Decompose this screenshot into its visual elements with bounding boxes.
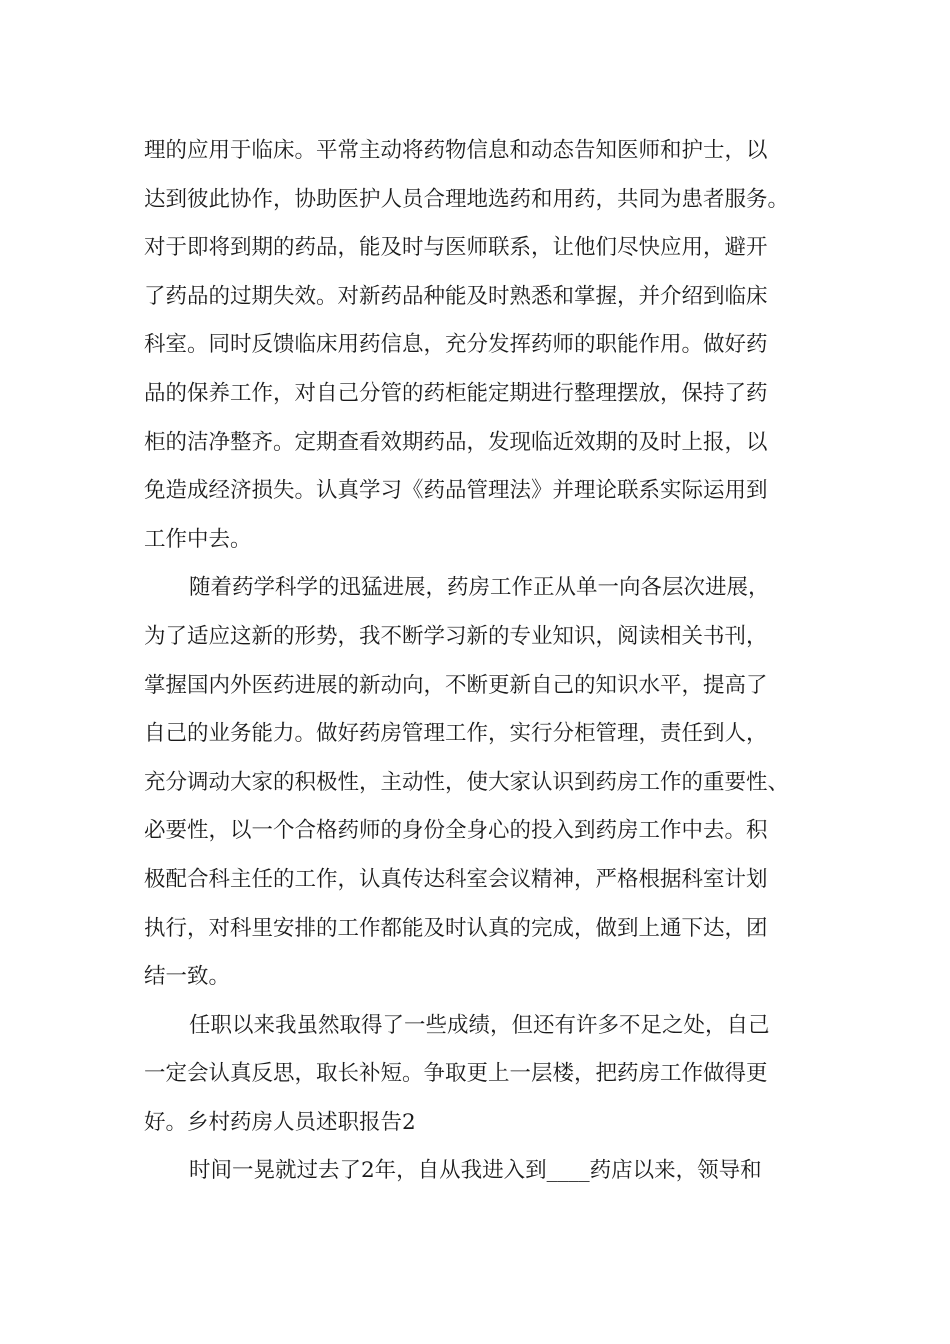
text-line: 任职以来我虽然取得了一些成绩，但还有许多不足之处，自己 (189, 1012, 770, 1038)
text-line: 随着药学科学的迅猛进展，药房工作正从单一向各层次进展， (189, 575, 770, 601)
text-line: 执行，对科里安排的工作都能及时认真的完成，做到上通下达，团 (144, 915, 768, 941)
text-line: 掌握国内外医药进展的新动向，不断更新自己的知识水平，提高了 (144, 672, 768, 698)
text-line: 达到彼此协作，协助医护人员合理地选药和用药，共同为患者服务。 (144, 186, 790, 212)
text-line: 结一致。 (144, 964, 231, 990)
text-line: 对于即将到期的药品，能及时与医师联系，让他们尽快应用，避开 (144, 235, 768, 261)
text-line: 柜的洁净整齐。定期查看效期药品，发现临近效期的及时上报，以 (144, 429, 768, 455)
text-line: 了药品的过期失效。对新药品种能及时熟悉和掌握，并介绍到临床 (144, 283, 768, 309)
text-line: 免造成经济损失。认真学习《药品管理法》并理论联系实际运用到 (144, 478, 768, 504)
text-line: 一定会认真反思，取长补短。争取更上一层楼，把药房工作做得更 (144, 1061, 768, 1087)
text-line: 自己的业务能力。做好药房管理工作，实行分柜管理，责任到人， (144, 721, 768, 747)
text-line: 必要性，以一个合格药师的身份全身心的投入到药房工作中去。积 (144, 818, 768, 844)
text-line: 极配合科主任的工作，认真传达科室会议精神，严格根据科室计划 (144, 866, 768, 892)
text-line: 好。乡村药房人员述职报告2 (144, 1109, 416, 1135)
text-line: 充分调动大家的积极性，主动性，使大家认识到药房工作的重要性、 (144, 769, 790, 795)
text-line: 品的保养工作，对自己分管的药柜能定期进行整理摆放，保持了药 (144, 380, 768, 406)
text-line: 科室。同时反馈临床用药信息，充分发挥药师的职能作用。做好药 (144, 332, 768, 358)
document-body (144, 127, 844, 1196)
text-line: 工作中去。 (144, 526, 252, 552)
text-line: 为了适应这新的形势，我不断学习新的专业知识，阅读相关书刊， (144, 623, 768, 649)
text-line: 时间一晃就过去了2年，自从我进入到____药店以来，领导和 (189, 1158, 762, 1184)
text-line: 理的应用于临床。平常主动将药物信息和动态告知医师和护士，以 (144, 138, 768, 163)
